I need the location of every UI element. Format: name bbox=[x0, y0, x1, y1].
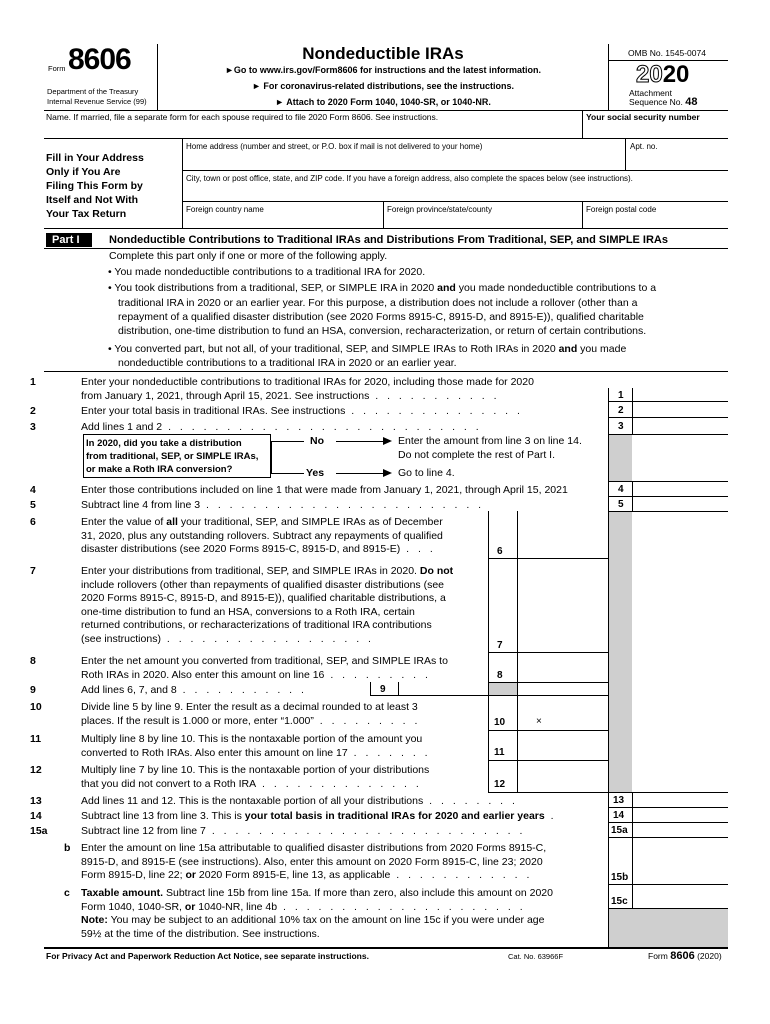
box-14-label: 14 bbox=[613, 810, 625, 821]
line-14-input[interactable] bbox=[633, 808, 727, 821]
line-4-text: Enter those contributions included on line 1 that were made from January 1, 2021, through April 15, 2021 bbox=[81, 484, 568, 496]
part-1-intro: Complete this part only if one or more of the following apply. bbox=[109, 250, 388, 262]
line-1-input[interactable] bbox=[633, 389, 727, 401]
foreign-province-label: Foreign province/state/county bbox=[387, 205, 492, 214]
no-arrow-icon bbox=[383, 437, 392, 445]
bullet-3: • You converted part, but not all, of your traditional, SEP, and SIMPLE IRAs to Roth IRAs in 2020 and you made bbox=[108, 343, 627, 355]
line-3-number: 3 bbox=[30, 421, 36, 433]
line-10-number: 10 bbox=[30, 701, 42, 713]
line-15b-number: b bbox=[64, 842, 71, 854]
line-8-number: 8 bbox=[30, 655, 36, 667]
sequence-label: Sequence No. 48 bbox=[629, 96, 698, 108]
distribution-question-box: In 2020, did you take a distribution from traditional, SEP, or SIMPLE IRAs, or make a Roth IRA conversion? bbox=[83, 434, 271, 478]
instruction-website: ►Go to www.irs.gov/Form8606 for instructions and the latest information. bbox=[224, 65, 542, 75]
line-13-input[interactable] bbox=[633, 793, 727, 806]
line-5-text: Subtract line 4 from line 3 . . . . . . . . . . . . . . . . . . . . . . . . bbox=[81, 499, 485, 511]
line-2-number: 2 bbox=[30, 405, 36, 417]
box-6-label: 6 bbox=[497, 546, 503, 557]
line-10-input[interactable] bbox=[518, 696, 607, 729]
city-label: City, town or post office, state, and ZIP code. If you have a foreign address, also complete the spaces below (see instructions). bbox=[186, 174, 633, 183]
apt-input[interactable] bbox=[630, 152, 726, 168]
line-9-text: Add lines 6, 7, and 8 . . . . . . . . . . . bbox=[81, 684, 307, 696]
box-1-label: 1 bbox=[618, 390, 624, 401]
instruction-coronavirus: ► For coronavirus-related distributions, see the instructions. bbox=[252, 81, 514, 91]
box-15a-label: 15a bbox=[611, 825, 628, 836]
irs-label: Internal Revenue Service (99) bbox=[47, 97, 147, 106]
line-6-number: 6 bbox=[30, 516, 36, 528]
bullet-1: • You made nondeductible contributions to a traditional IRA for 2020. bbox=[108, 266, 426, 278]
box-5-label: 5 bbox=[618, 499, 624, 510]
line-7-text: Enter your distributions from traditional, SEP, and SIMPLE IRAs in 2020. Do not include rollovers (other than repayments of qualified disaster distributions (see 2020 Forms 8915-C, 8915-D, and 8915-E)), qualified charitable distributions, a one-time distribution to fund an HSA, conversions to a Roth IRA, certain returned contributions, or recharacterizations of traditional IRA contributions (see instructions) . . . . . . . . . . . . . . . . . . bbox=[81, 565, 454, 645]
apt-label: Apt. no. bbox=[630, 142, 658, 151]
no-instruction-2: Do not complete the rest of Part I. bbox=[398, 449, 555, 461]
ssn-input[interactable] bbox=[586, 122, 726, 137]
line-15a-text: Subtract line 12 from line 7 . . . . . . . . . . . . . . . . . . . . . . . . . . . bbox=[81, 825, 526, 837]
line-3-input[interactable] bbox=[633, 418, 727, 433]
line-7-number: 7 bbox=[30, 565, 36, 577]
foreign-postal-input[interactable] bbox=[586, 215, 726, 227]
line-12-input[interactable] bbox=[518, 761, 607, 791]
form-title: Nondeductible IRAs bbox=[302, 44, 464, 63]
box-15c-label: 15c bbox=[611, 896, 628, 907]
box-13-label: 13 bbox=[613, 795, 625, 806]
box-2-label: 2 bbox=[618, 405, 624, 416]
name-field-label: Name. If married, file a separate form for each spouse required to file 2020 Form 8606. See instructions. bbox=[46, 112, 439, 122]
box-15b-label: 15b bbox=[611, 872, 629, 883]
line-5-input[interactable] bbox=[633, 497, 727, 510]
line-2-input[interactable] bbox=[633, 402, 727, 416]
bullet-3-cont: nondeductible contributions to a traditional IRA in 2020 or an earlier year. bbox=[118, 357, 457, 369]
line-5-number: 5 bbox=[30, 499, 36, 511]
line-8-text: Enter the net amount you converted from traditional, SEP, and SIMPLE IRAs to Roth IRAs in 2020. Also enter this amount on line 16 . . . . . . . . . bbox=[81, 655, 448, 681]
privacy-notice: For Privacy Act and Paperwork Reduction Act Notice, see separate instructions. bbox=[46, 951, 369, 961]
home-address-input[interactable] bbox=[186, 152, 622, 168]
form-number: 8606 bbox=[68, 43, 131, 76]
box-4-label: 4 bbox=[618, 484, 624, 495]
ssn-field-label: Your social security number bbox=[586, 112, 700, 122]
line-13-number: 13 bbox=[30, 795, 42, 807]
line-11-input[interactable] bbox=[518, 731, 607, 759]
yes-instruction: Go to line 4. bbox=[398, 467, 455, 479]
line-14-text: Subtract line 13 from line 3. This is your total basis in traditional IRAs for 2020 and earlier years . bbox=[81, 810, 557, 822]
box-11-label: 11 bbox=[494, 747, 505, 758]
line-2-text: Enter your total basis in traditional IRAs. See instructions . . . . . . . . . . . . . . . bbox=[81, 405, 523, 417]
line-15b-text: Enter the amount on line 15a attributable to qualified disaster distributions from 2020 Forms 8915-C, 8915-D, and 8915-E (see instructions). Also, enter this amount on 2020 Form 8915-C, line 23; 2020 Form 8915-D, line 22; or 2020 Form 8915-E, line 13, as applicable . . . . . . . . . . . . bbox=[81, 842, 547, 881]
city-input[interactable] bbox=[186, 184, 726, 200]
box-12-label: 12 bbox=[494, 779, 506, 790]
foreign-province-input[interactable] bbox=[387, 215, 579, 227]
part-1-title: Nondeductible Contributions to Traditional IRAs and Distributions From Traditional, SEP, and SIMPLE IRAs bbox=[109, 234, 668, 246]
line-8-input[interactable] bbox=[518, 653, 607, 681]
line-15b-input[interactable] bbox=[633, 838, 727, 883]
box-8-label: 8 bbox=[497, 670, 503, 681]
foreign-country-label: Foreign country name bbox=[186, 205, 264, 214]
line-9-number: 9 bbox=[30, 684, 36, 696]
line-10-text: Divide line 5 by line 9. Enter the result as a decimal rounded to at least 3 places. If the result is 1.000 or more, enter “1.000” . . . . . . . . . bbox=[81, 701, 421, 727]
line-14-number: 14 bbox=[30, 810, 42, 822]
no-instruction-1: Enter the amount from line 3 on line 14. bbox=[398, 435, 582, 447]
line-6-input[interactable] bbox=[518, 512, 607, 557]
no-label: No bbox=[310, 435, 324, 447]
box-10-multiply-sign: × bbox=[536, 716, 542, 727]
line-15a-input[interactable] bbox=[633, 823, 727, 836]
home-address-label: Home address (number and street, or P.O. box if mail is not delivered to your home) bbox=[186, 142, 483, 151]
line-1-number: 1 bbox=[30, 376, 36, 388]
line-6-text: Enter the value of all your traditional, SEP, and SIMPLE IRAs as of December 31, 2020, plus any outstanding rollovers. Subtract any repayments of qualified disaster distributions (see 2020 Forms 8915-C, 8915-D, and 8915-E) . . . bbox=[81, 516, 443, 555]
box-7-label: 7 bbox=[497, 640, 503, 651]
line-15c-input[interactable] bbox=[633, 885, 727, 907]
line-3-text: Add lines 1 and 2 . . . . . . . . . . . . . . . . . . . . . . . . . . . bbox=[81, 421, 482, 433]
foreign-country-input[interactable] bbox=[186, 215, 380, 227]
box-3-label: 3 bbox=[618, 421, 624, 432]
department: Department of the Treasury bbox=[47, 87, 139, 96]
instruction-attach: ► Attach to 2020 Form 1040, 1040-SR, or 1040-NR. bbox=[275, 97, 491, 107]
catalog-number: Cat. No. 63966F bbox=[508, 952, 564, 961]
box-9-label: 9 bbox=[380, 684, 386, 695]
footer-form-id: Form 8606 (2020) bbox=[648, 950, 722, 962]
part-1-label: Part I bbox=[46, 233, 92, 247]
bullet-2-cont-3: distribution, one-time distribution to fund an HSA, conversion, recharacterization, or return of certain contributions. bbox=[118, 325, 647, 337]
name-input[interactable] bbox=[46, 122, 580, 137]
omb-number: OMB No. 1545-0074 bbox=[628, 48, 706, 58]
line-15c-number: c bbox=[64, 887, 70, 899]
line-12-text: Multiply line 7 by line 10. This is the nontaxable portion of your distributions that you did not convert to a Roth IRA . . . . . . . . . . . . . . bbox=[81, 764, 430, 790]
line-13-text: Add lines 11 and 12. This is the nontaxable portion of all your distributions . . . . . . . . bbox=[81, 795, 518, 807]
line-1-text: Enter your nondeductible contributions to traditional IRAs for 2020, including those made for 2020 from January 1, 2021, through April 15, 2021. See instructions . . . . . . . . . . . bbox=[81, 376, 534, 402]
line-11-number: 11 bbox=[30, 733, 42, 745]
tax-year: 2020 bbox=[636, 61, 690, 88]
box-10-label: 10 bbox=[494, 717, 506, 728]
form-label: Form bbox=[48, 64, 66, 73]
line-4-input[interactable] bbox=[633, 482, 727, 495]
bullet-2: • You took distributions from a traditional, SEP, or SIMPLE IRA in 2020 and you made nondeductible contributions to a bbox=[108, 282, 657, 294]
address-side-label: Fill in Your Address Only if You Are Filing This Form by Itself and Not With Your Tax Return bbox=[46, 152, 144, 220]
line-15a-number: 15a bbox=[30, 825, 48, 837]
bullet-2-cont-1: traditional IRA in 2020 or an earlier year. For this purpose, a distribution does not include a rollover (other than a bbox=[118, 297, 638, 309]
line-7-input[interactable] bbox=[518, 559, 607, 651]
yes-arrow-icon bbox=[383, 469, 392, 477]
line-12-number: 12 bbox=[30, 764, 42, 776]
attachment-label: Attachment bbox=[629, 88, 672, 98]
yes-label: Yes bbox=[306, 467, 325, 479]
line-11-text: Multiply line 8 by line 10. This is the nontaxable portion of the amount you converted to Roth IRAs. Also enter this amount on line 17 . . . . . . . bbox=[81, 733, 431, 759]
line-15c-text: Taxable amount. Subtract line 15b from line 15a. If more than zero, also include this amount on 2020 Form 1040, 1040-SR, or 1040-NR, line 4b . . . . . . . . . . . . . . . . . . . . . Note: You may be subject to an additional 10% tax on the amount on line 15c if you were under age 59½ at the time of the distribution. See instructions. bbox=[81, 887, 553, 940]
line-9-input[interactable] bbox=[399, 683, 487, 694]
foreign-postal-label: Foreign postal code bbox=[586, 205, 657, 214]
bullet-2-cont-2: repayment of a qualified disaster distribution (see 2020 Forms 8915-C, 8915-D, and 8915-E)), qualified charitable bbox=[118, 311, 644, 323]
line-4-number: 4 bbox=[30, 484, 36, 496]
